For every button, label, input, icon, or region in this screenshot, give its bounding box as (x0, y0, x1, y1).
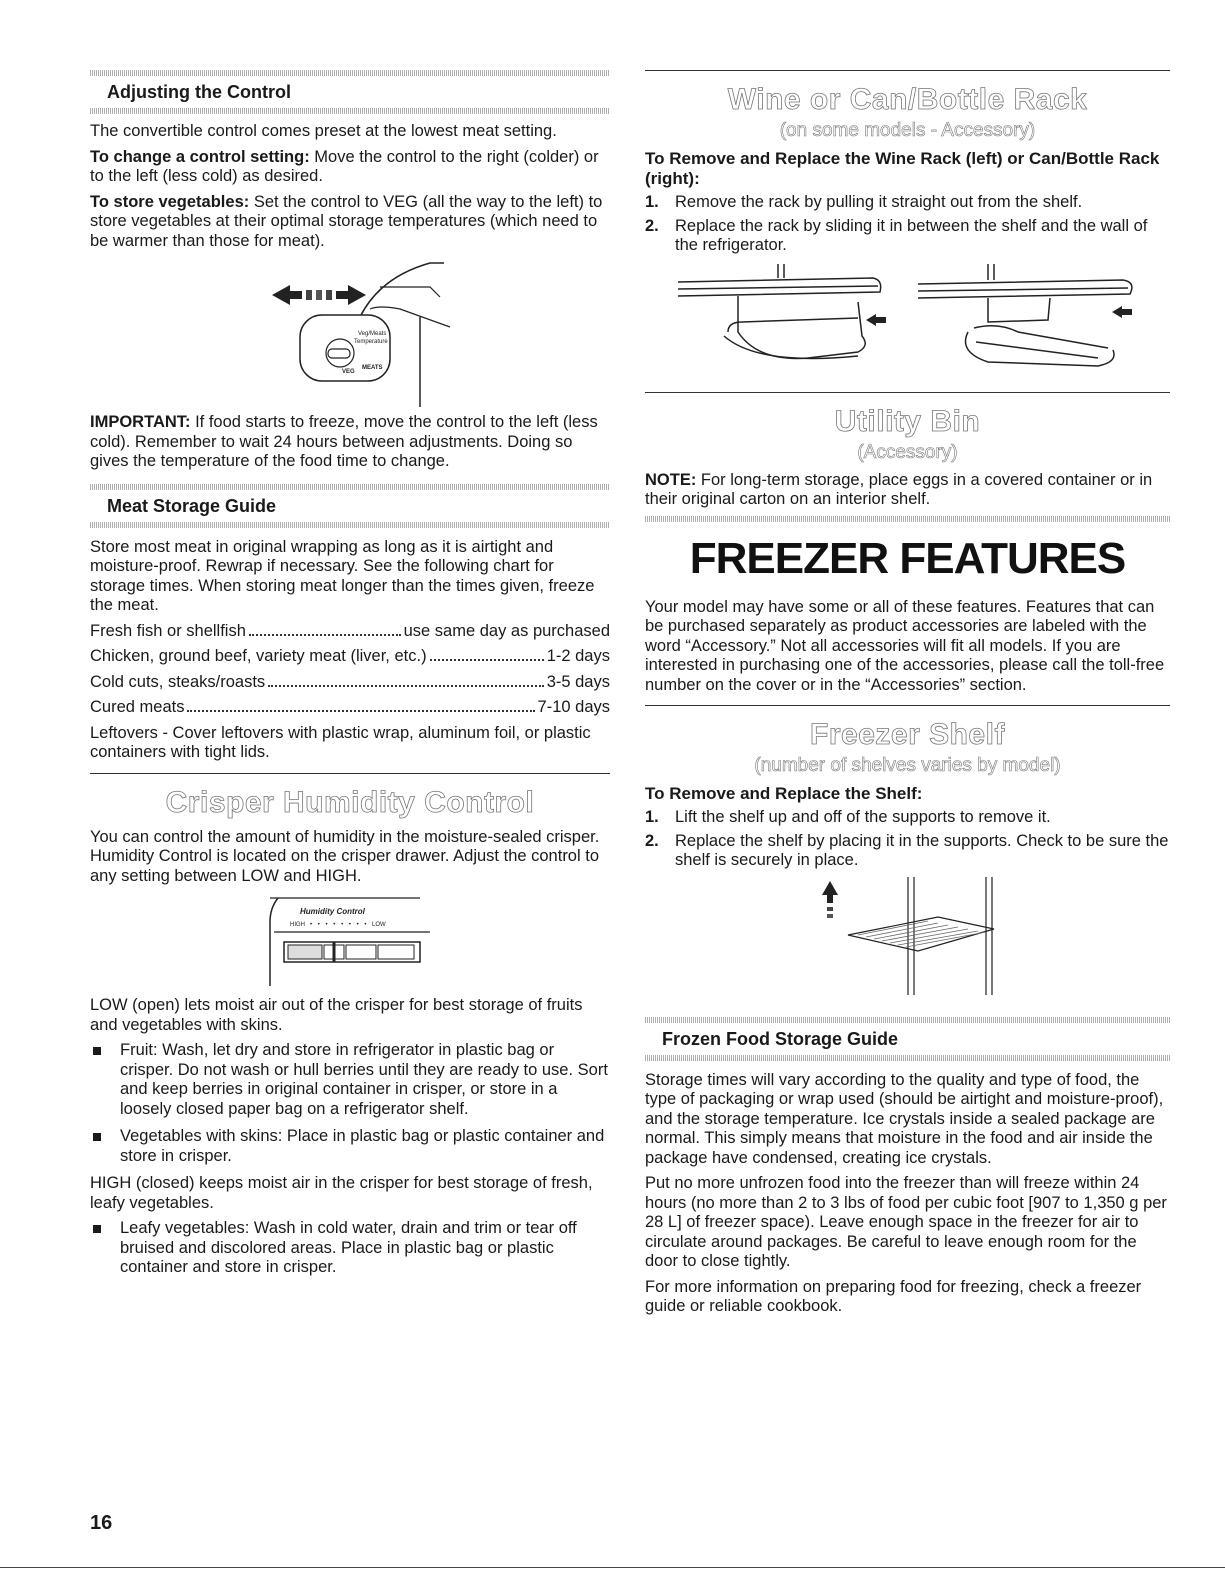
step-item (645, 832, 1170, 871)
step-number: 1. (645, 808, 659, 826)
control-dial-illustration (230, 257, 470, 407)
meat-guide-heading: Meat Storage Guide (107, 495, 277, 516)
meat-row-fish (90, 622, 610, 642)
crisper-p1: You can control the amount of humidity in the moisture-sealed crisper. Humidity Control is located on the crisper drawer. Adjust the control to any setting between LOW and HIGH. (90, 827, 600, 885)
humidity-fig-title: Humidity Control (300, 907, 365, 916)
meat-time: 3-5 days (546, 672, 610, 691)
step-text: Replace the shelf by placing it in the supports. Check to be sure the shelf is securely in place. (675, 831, 1169, 869)
frozen-guide-p2: Put no more unfrozen food into the freezer than will freeze within 24 hours (no more than 2 to 3 lbs of food per cubic foot [907 to 1,350 g per 28 L] of freezer space). Leave enough space in the freezer for air to circulate around packages. Be careful to leave enough room for the door to close tightly. (645, 1174, 1167, 1270)
high-text: HIGH (closed) keeps moist air in the crisper for best storage of fresh, leafy vegetables. (90, 1174, 593, 1212)
step-text: Remove the rack by pulling it straight out from the shelf. (675, 193, 1083, 211)
dial-label-meats: MEATS (362, 365, 383, 371)
important-text: If food starts to freeze, move the control to the left (less cold). Remember to wait 24 hours between adjustments. Doing so gives the temperature of the food time to change. (90, 413, 598, 470)
frozen-guide-p1: Storage times will vary according to the quality and type of food, the type of packaging or wrap used (should be airtight and moisture-proof), and the storage temperature. Ice crystals inside a sealed package are normal. This simply means that moisture in the food and air inside the package have condensed, creating ice crystals. (645, 1070, 1164, 1167)
frozen-guide-header (645, 1017, 1170, 1061)
store-vegetables-label: To store vegetables: (90, 192, 250, 211)
left-column (90, 70, 610, 1286)
hatch-divider (90, 484, 610, 490)
list-item: Fruit: Wash, let dry and store in refrigerator in plastic bag or crisper. Do not wash or hull berries until they are ready to use. Sort and keep berries in original container in crisper, or store in a loosely closed paper bag on a refrigerator shelf. (90, 1041, 610, 1119)
note-label: NOTE: (645, 470, 697, 489)
change-setting-label: To change a control setting: (90, 147, 310, 166)
hatch-divider (90, 522, 610, 528)
important-label: IMPORTANT: (90, 413, 191, 431)
wine-rack-title: Wine or Can/Bottle Rack (727, 83, 1088, 116)
meat-guide-intro: Store most meat in original wrapping as long as it is airtight and moisture-proof. Rewrap if necessary. See the following chart for storage times. When storing meat longer than the times given, freeze the meat. (90, 537, 595, 614)
svg-text:• • • • • • • •: • • • • • • • • (310, 922, 369, 928)
humidity-control-illustration (260, 892, 440, 988)
hatch-divider (90, 108, 610, 114)
meat-row-cured (90, 698, 610, 718)
wine-rack-illustration (658, 262, 1158, 382)
important-paragraph (90, 413, 610, 472)
wine-rack-subhead: To Remove and Replace the Wine Rack (left) or Can/Bottle Rack (right): (645, 149, 1160, 188)
section-rule (90, 773, 610, 774)
note-text: For long-term storage, place eggs in a covered container or in their original carton on an interior shelf. (645, 470, 1153, 508)
list-item: Leafy vegetables: Wash in cold water, drain and trim or tear off bruised and discolored areas. Place in plastic bag or plastic container and store in crisper. (90, 1219, 610, 1278)
freezer-features-intro: Your model may have some or all of these features. Features that can be purchased separately as product accessories are labeled with the word “Accessory.” Not all accessories will fit all models. If you are interested in purchasing one of the accessories, please call the toll-free number on the cover or in the “Accessories” section. (645, 597, 1165, 694)
freezer-shelf-steps (645, 808, 1170, 871)
adjusting-control-header (90, 70, 610, 114)
meat-time: 7-10 days (537, 698, 610, 716)
adjusting-p3 (90, 193, 610, 252)
hatch-divider (90, 70, 610, 76)
step-number: 2. (645, 831, 659, 850)
adjusting-p2 (90, 148, 610, 187)
right-column (645, 70, 1170, 1323)
high-bullet-list (90, 1219, 610, 1278)
meat-item: Chicken, ground beef, variety meat (liver, etc.) (90, 647, 427, 665)
meat-guide-header (90, 484, 610, 528)
meat-item: Cold cuts, steaks/roasts (90, 672, 266, 691)
crisper-title: Crisper Humidity Control (165, 785, 535, 819)
hatch-divider (645, 516, 1170, 522)
step-item (645, 193, 1170, 213)
freezer-shelf-subtitle: (number of shelves varies by model) (754, 755, 1061, 776)
meat-item: Cured meats (90, 698, 185, 716)
page-bottom-rule (0, 1567, 1225, 1568)
leftovers-text: Leftovers - Cover leftovers with plastic wrap, aluminum foil, or plastic containers with tight lids. (90, 723, 591, 761)
step-item (645, 808, 1170, 828)
freezer-shelf-title: Freezer Shelf (810, 718, 1005, 751)
section-rule (645, 70, 1170, 71)
hatch-divider (645, 1017, 1170, 1023)
freezer-features-title: FREEZER FEATURES (689, 533, 1126, 583)
change-setting-text: Move the control to the right (colder) or to the left (less cold) as desired. (90, 147, 599, 185)
meat-row-chicken (90, 647, 610, 667)
meat-time: use same day as purchased (403, 621, 610, 640)
frozen-guide-heading: Frozen Food Storage Guide (662, 1028, 899, 1049)
low-text: LOW (open) lets moist air out of the crisper for best storage of fruits and vegetables with skins. (90, 996, 583, 1034)
step-number: 2. (645, 216, 659, 235)
step-text: Replace the rack by sliding it in between the shelf and the wall of the refrigerator. (675, 216, 1148, 254)
step-item (645, 217, 1170, 256)
hatch-divider (645, 1055, 1170, 1061)
utility-bin-title: Utility Bin (834, 404, 981, 438)
page-number: 16 (90, 1512, 113, 1534)
meat-item: Fresh fish or shellfish (90, 621, 246, 640)
step-text: Lift the shelf up and off of the supports to remove it. (675, 808, 1051, 826)
wine-rack-subtitle: (on some models - Accessory) (779, 120, 1036, 141)
store-vegetables-text: Set the control to VEG (all the way to the left) to store vegetables at their optimal storage temperatures (which need to be warmer than those for meat). (90, 192, 603, 250)
dial-label-temperature: Temperature (354, 339, 388, 345)
freezer-shelf-subhead: To Remove and Replace the Shelf: (645, 784, 923, 803)
step-number: 1. (645, 193, 659, 211)
adjusting-control-heading: Adjusting the Control (107, 82, 291, 102)
meat-row-coldcuts (90, 673, 610, 693)
utility-note (645, 471, 1170, 510)
adjusting-p1: The convertible control comes preset at the lowest meat setting. (90, 122, 557, 140)
frozen-guide-p3: For more information on preparing food for freezing, check a freezer guide or reliable cookbook. (645, 1277, 1142, 1315)
meat-time: 1-2 days (546, 647, 610, 665)
section-rule (645, 392, 1170, 393)
humidity-fig-low: LOW (372, 922, 386, 928)
wine-rack-steps (645, 193, 1170, 256)
low-bullet-list (90, 1041, 610, 1166)
freezer-shelf-illustration (808, 877, 1008, 995)
dial-label-veg: VEG (342, 369, 355, 375)
list-item: Vegetables with skins: Place in plastic bag or plastic container and store in crisper. (90, 1127, 610, 1166)
section-rule (645, 705, 1170, 706)
humidity-fig-high: HIGH (290, 922, 305, 928)
dial-label-vegmeats: Veg/Meats (358, 331, 387, 337)
utility-bin-subtitle: (Accessory) (857, 441, 958, 463)
